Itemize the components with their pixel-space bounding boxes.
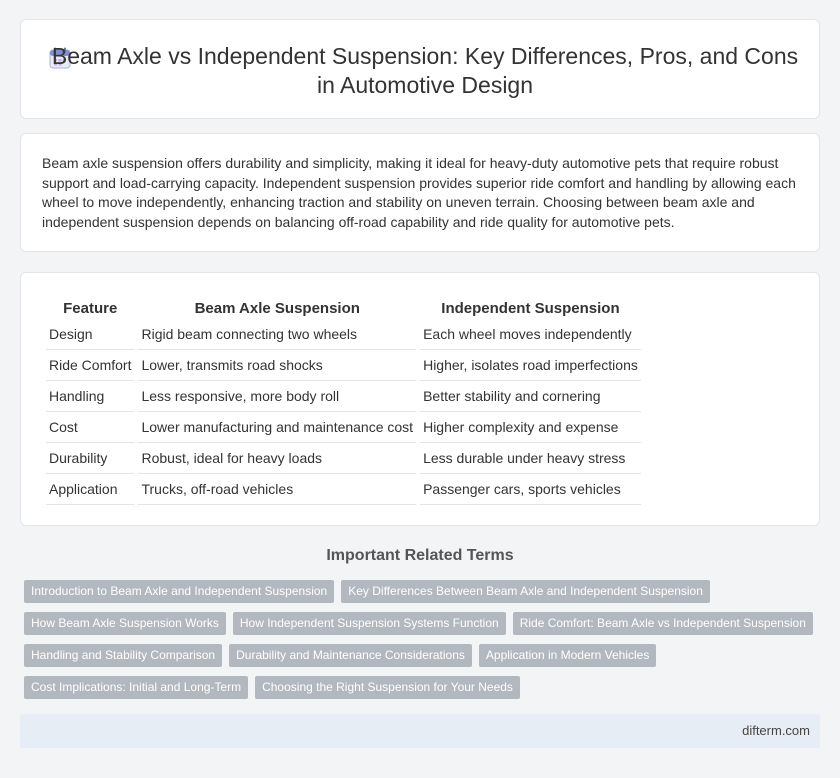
- column-header: Independent Suspension: [441, 299, 620, 317]
- table-row: [46, 381, 641, 412]
- related-term-link[interactable]: Cost Implications: Initial and Long-Term: [24, 676, 248, 699]
- related-term-link[interactable]: Introduction to Beam Axle and Independent Suspension: [24, 580, 334, 603]
- comparison-table: [42, 295, 645, 505]
- footer-site-link[interactable]: difterm.com: [742, 723, 810, 738]
- table-cell: Cost: [46, 412, 134, 443]
- related-term-link[interactable]: Handling and Stability Comparison: [24, 644, 222, 667]
- table-cell: Better stability and cornering: [420, 381, 641, 412]
- related-term-link[interactable]: Key Differences Between Beam Axle and Independent Suspension: [341, 580, 710, 603]
- footer: [20, 714, 820, 748]
- table-cell: Higher complexity and expense: [420, 412, 641, 443]
- summary-card: [20, 133, 820, 252]
- table-row: [46, 350, 641, 381]
- related-term-link[interactable]: How Independent Suspension Systems Function: [233, 612, 506, 635]
- table-cell: Design: [46, 319, 134, 350]
- related-terms-heading: Important Related Terms: [326, 547, 514, 564]
- header-card: [20, 19, 820, 119]
- table-row: [46, 474, 641, 505]
- table-cell: Trucks, off-road vehicles: [138, 474, 416, 505]
- table-cell: Higher, isolates road imperfections: [420, 350, 641, 381]
- table-cell: Robust, ideal for heavy loads: [138, 443, 416, 474]
- table-cell: Lower, transmits road shocks: [138, 350, 416, 381]
- page-title: Beam Axle vs Independent Suspension: Key Differences, Pros, and Cons in Automotive Design: [51, 43, 799, 98]
- table-cell: Handling: [46, 381, 134, 412]
- comparison-table-card: [20, 272, 820, 526]
- table-cell: Rigid beam connecting two wheels: [138, 319, 416, 350]
- table-row: [46, 319, 641, 350]
- table-cell: Durability: [46, 443, 134, 474]
- table-header-row: [46, 295, 641, 319]
- table-cell: Ride Comfort: [46, 350, 134, 381]
- table-cell: Application: [46, 474, 134, 505]
- table-cell: Passenger cars, sports vehicles: [420, 474, 641, 505]
- table-row: [46, 443, 641, 474]
- related-term-link[interactable]: Application in Modern Vehicles: [479, 644, 656, 667]
- table-row: [46, 412, 641, 443]
- related-term-link[interactable]: How Beam Axle Suspension Works: [24, 612, 226, 635]
- related-terms-list: [24, 580, 824, 708]
- related-term-link[interactable]: Ride Comfort: Beam Axle vs Independent Suspension: [513, 612, 813, 635]
- column-header: Beam Axle Suspension: [194, 299, 360, 317]
- table-cell: Lower manufacturing and maintenance cost: [138, 412, 416, 443]
- related-term-link[interactable]: Choosing the Right Suspension for Your Needs: [255, 676, 520, 699]
- table-cell: Less responsive, more body roll: [138, 381, 416, 412]
- summary-text: Beam axle suspension offers durability and simplicity, making it ideal for heavy-duty automotive pets that require robust support and load-carrying capacity. Independent suspension provides superior ride comfort and handling by allowing each wheel to move independently, enhancing traction and stability on uneven terrain. Choosing between beam axle and independent suspension depends on balancing off-road capability and ride quality for automotive pets.: [42, 155, 796, 230]
- related-term-link[interactable]: Durability and Maintenance Considerations: [229, 644, 472, 667]
- table-cell: Less durable under heavy stress: [420, 443, 641, 474]
- column-header: Feature: [63, 299, 118, 317]
- table-cell: Each wheel moves independently: [420, 319, 641, 350]
